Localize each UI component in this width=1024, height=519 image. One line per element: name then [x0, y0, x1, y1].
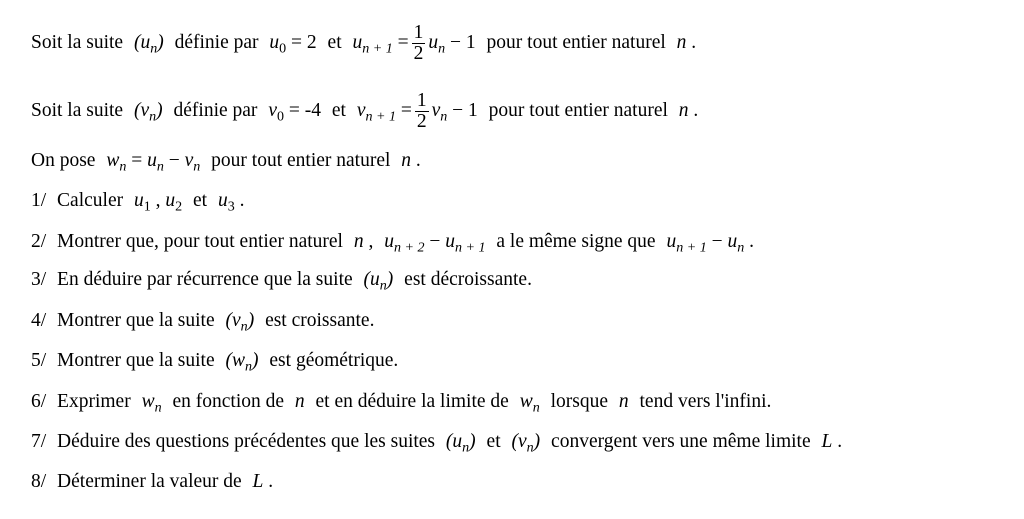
sequence-u: $(u_n)$ [133, 31, 164, 57]
question-2: 2/ Montrer que, pour tout entier naturel n , $u_{n + 2} - u_{n + 1}$ a le même signe que $u_{n + 1} - u_n$ . [31, 231, 754, 256]
initial-term-v: $v_0$ [268, 99, 284, 125]
question-1: 1/ Calculer $u_1$ , $u_2$ et $u_3$ . [31, 190, 245, 215]
definition-w: On pose $w_n = u_n - v_n$ pour tout entier naturel n . [31, 150, 421, 175]
fraction-one-half: $\frac{1}{2}$ [416, 90, 427, 132]
definition-v: Soit la suite $(v_n)$ définie par $v_0 = -4$ et $v_{n + 1}$ = $\frac{1}{2}$ $v_n - 1$ pour tout entier naturel n . [31, 90, 699, 132]
recurrence-lhs-u: $u_{n + 1}$ [352, 31, 393, 57]
sequence-v: $(v_n)$ [133, 99, 163, 125]
question-4: 4/ Montrer que la suite $(v_n)$ est croissante. [31, 310, 375, 335]
definition-u: Soit la suite $(u_n)$ définie par $u_0 = 2$ et $u_{n + 1}$ = $\frac{1}{2}$ $u_n - 1$ pour tout entier naturel n . [31, 22, 697, 64]
question-8: 8/ Déterminer la valeur de L . [31, 471, 274, 492]
question-7: 7/ Déduire des questions précédentes que les suites $(u_n)$ et $(v_n)$ convergent vers une même limite L . [31, 431, 843, 456]
fraction-one-half: $\frac{1}{2}$ [413, 22, 424, 64]
initial-term-u: $u_0$ [269, 31, 287, 57]
question-6: 6/ Exprimer $w_n$ en fonction de n et en déduire la limite de $w_n$ lorsque n tend vers l'infini. [31, 391, 772, 416]
question-3: 3/ En déduire par récurrence que la suite $(u_n)$ est décroissante. [31, 269, 532, 294]
recurrence-lhs-v: $v_{n + 1}$ [356, 99, 396, 125]
question-5: 5/ Montrer que la suite $(w_n)$ est géométrique. [31, 350, 399, 375]
